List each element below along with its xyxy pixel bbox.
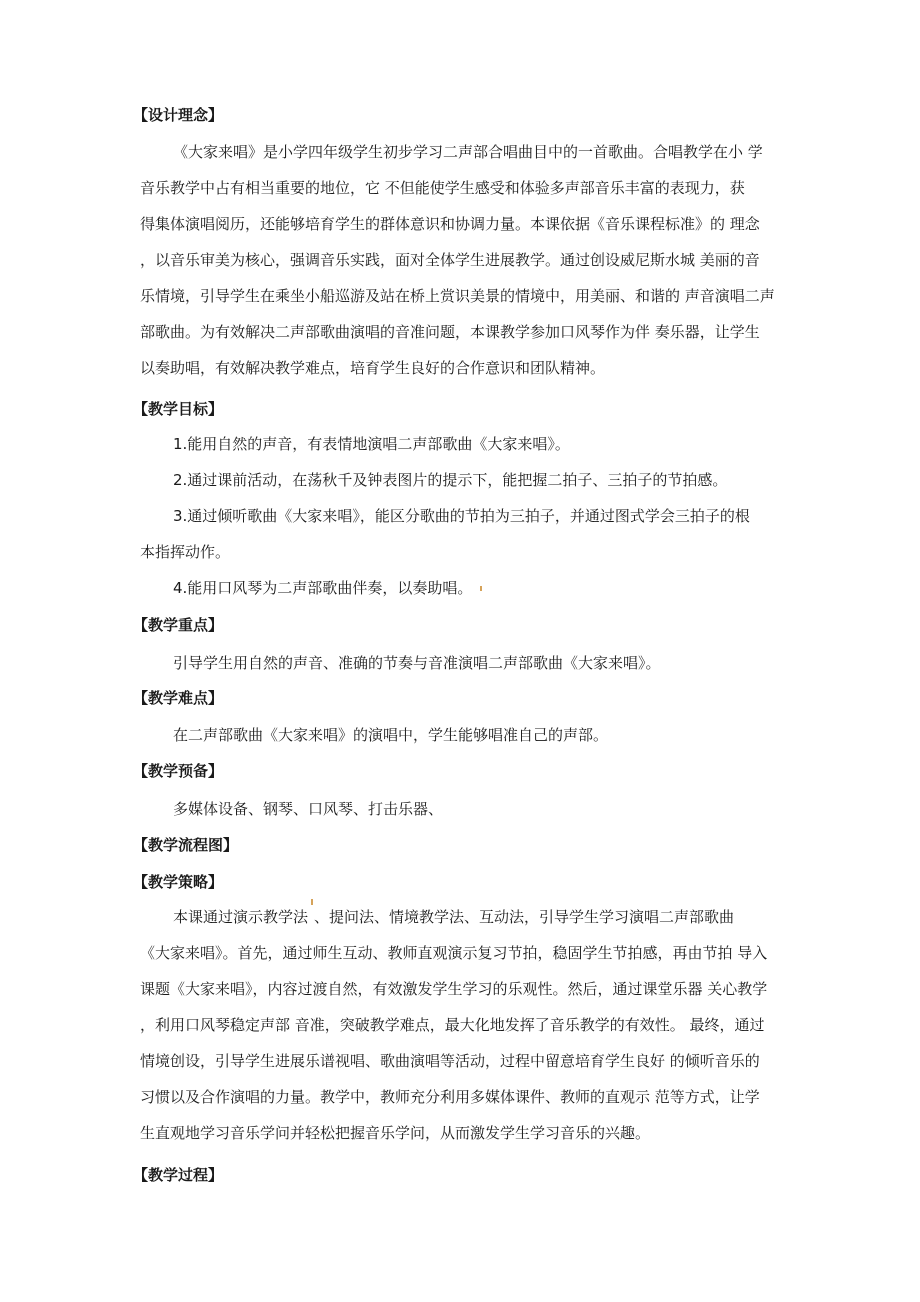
text-line: 以奏助唱，有效解决教学难点，培育学生良好的合作意识和团队精神。 [140, 359, 606, 377]
heading-teaching-goals: 【教学目标】 [133, 400, 224, 418]
heading-teaching-preparation: 【教学预备】 [133, 762, 224, 780]
text-line: 《大家来唱》是小学四年级学生初步学习二声部合唱曲目中的一首歌曲。合唱教学在小 学 [173, 143, 763, 161]
text-line: 习惯以及合作演唱的力量。教学中，教师充分利用多媒体课件、教师的直观示 范等方式，让学 [140, 1088, 760, 1106]
list-item: 1.能用自然的声音，有表情地演唱二声部歌曲《大家来唱》。 [173, 435, 570, 453]
text-line: ，以音乐审美为核心，强调音乐实践，面对全体学生进展教学。通过创设威尼斯水城 美丽的音 [140, 251, 760, 269]
text-line: 课题《大家来唱》，内容过渡自然，有效激发学生学习的乐观性。然后，通过课堂乐器 关心教学 [140, 980, 768, 998]
heading-teaching-focus: 【教学重点】 [133, 616, 224, 634]
text-line [140, 899, 792, 935]
text-line: 引导学生用自然的声音、准确的节奏与音准演唱二声部歌曲《大家来唱》。 [173, 654, 661, 672]
text-line: 多媒体设备、钢琴、口风琴、打击乐器、 [173, 800, 444, 818]
paragraph-teaching-strategy [140, 899, 792, 1151]
text-line: 情境创设，引导学生进展乐谱视唱、歌曲演唱等活动，过程中留意培育学生良好 的倾听音乐的 [140, 1052, 760, 1070]
text-line: ，利用口风琴稳定声部 音准，突破教学难点，最大化地发挥了音乐教学的有效性。 最终，通过 [140, 1016, 765, 1034]
heading-teaching-strategy: 【教学策略】 [133, 873, 224, 891]
paragraph-design-concept [140, 134, 792, 386]
text-segment: 本课通过演示教学法 [173, 908, 309, 926]
paragraph-teaching-difficulty [140, 717, 792, 753]
list-teaching-goals [140, 426, 792, 606]
paragraph-teaching-focus [140, 645, 792, 681]
text-line: 部歌曲。为有效解决二声部歌曲演唱的音准问题，本课教学参加口风琴作为伴 奏乐器，让学生 [140, 323, 760, 341]
text-line: 音乐教学中占有相当重要的地位，它 不但能使学生感受和体验多声部音乐丰富的表现力，获 [140, 179, 745, 197]
list-item [140, 570, 792, 606]
text-line: 《大家来唱》。首先，通过师生互动、教师直观演示复习节拍，稳固学生节拍感，再由节拍 导入 [140, 944, 768, 962]
list-item: 3.通过倾听歌曲《大家来唱》，能区分歌曲的节拍为三拍子，并通过图式学会三拍子的根 [173, 507, 750, 525]
list-item: 2.通过课前活动，在荡秋千及钟表图片的提示下，能把握二拍子、三拍子的节拍感。 [173, 471, 728, 489]
edit-mark-icon [311, 899, 313, 905]
list-item-continuation: 本指挥动作。 [140, 543, 231, 561]
heading-teaching-difficulty: 【教学难点】 [133, 689, 224, 707]
heading-teaching-flowchart: 【教学流程图】 [133, 836, 239, 854]
text-line: 得集体演唱阅历，还能够培育学生的群体意识和协调力量。本课依据《音乐课程标准》的 理念 [140, 215, 760, 233]
paragraph-teaching-preparation [140, 791, 792, 827]
heading-design-concept: 【设计理念】 [133, 106, 224, 124]
text-line: 生直观地学习音乐学问并轻松把握音乐学问，从而激发学生学习音乐的兴趣。 [140, 1124, 651, 1142]
list-item-text: 4.能用口风琴为二声部歌曲伴奏，以奏助唱。 [173, 579, 473, 597]
heading-teaching-process: 【教学过程】 [133, 1166, 224, 1184]
edit-mark-icon [480, 586, 482, 591]
text-segment: 、提问法、情境教学法、互动法，引导学生学习演唱二声部歌曲 [314, 908, 735, 926]
text-line: 乐情境，引导学生在乘坐小船巡游及站在桥上赏识美景的情境中，用美丽、和谐的 声音演唱二声 [140, 287, 775, 305]
text-line: 在二声部歌曲《大家来唱》的演唱中，学生能够唱准自己的声部。 [173, 726, 609, 744]
